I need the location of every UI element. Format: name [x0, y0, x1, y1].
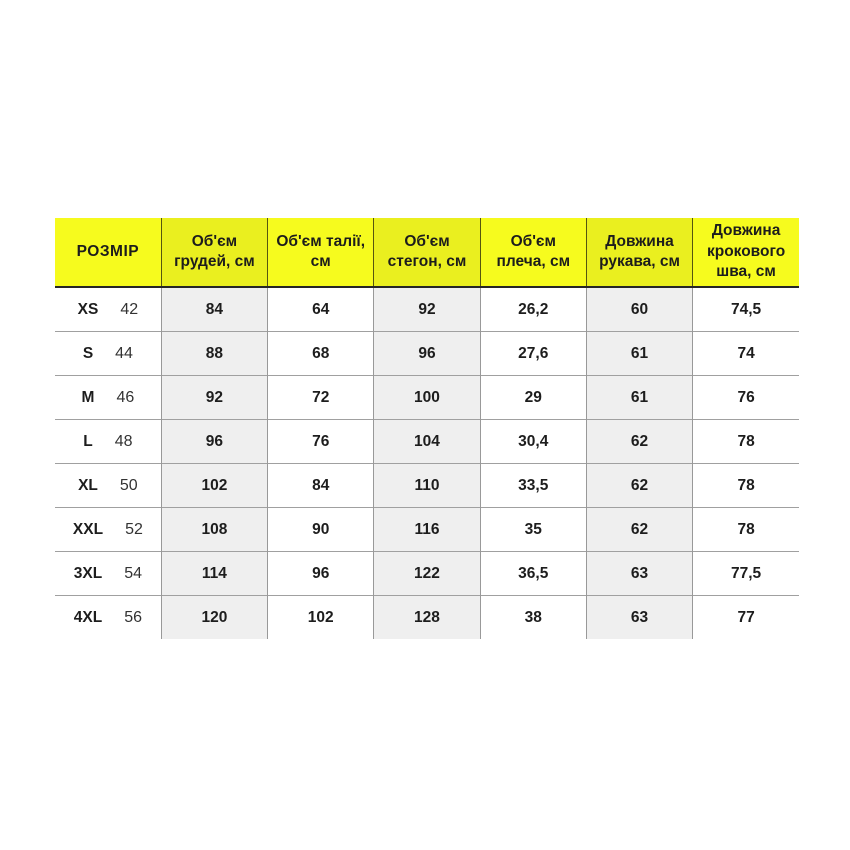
size-cell-inner	[78, 477, 138, 495]
value-cell: 122	[374, 552, 480, 596]
value-cell: 64	[268, 287, 374, 332]
size-cell	[55, 596, 161, 640]
value-cell: 120	[161, 596, 267, 640]
size-cell	[55, 464, 161, 508]
size-number: 44	[115, 344, 133, 362]
size-cell-inner	[74, 609, 142, 627]
value-cell: 36,5	[480, 552, 586, 596]
value-cell: 27,6	[480, 332, 586, 376]
value-cell: 38	[480, 596, 586, 640]
table-row	[55, 420, 799, 464]
size-code: XL	[78, 476, 98, 494]
value-cell: 90	[268, 508, 374, 552]
size-code: 4XL	[73, 608, 103, 626]
value-cell: 30,4	[480, 420, 586, 464]
value-cell: 68	[268, 332, 374, 376]
value-cell: 114	[161, 552, 267, 596]
value-cell: 29	[480, 376, 586, 420]
size-chart-header	[55, 218, 799, 287]
table-row	[55, 508, 799, 552]
table-row	[55, 552, 799, 596]
value-cell: 72	[268, 376, 374, 420]
value-cell: 35	[480, 508, 586, 552]
size-number: 50	[119, 476, 138, 494]
value-cell: 78	[693, 464, 799, 508]
value-cell: 88	[161, 332, 267, 376]
value-cell: 74,5	[693, 287, 799, 332]
value-cell: 62	[586, 420, 692, 464]
value-cell: 96	[161, 420, 267, 464]
value-cell: 92	[374, 287, 480, 332]
column-header: Довжина рукава, см	[586, 218, 692, 287]
size-chart-table	[55, 218, 799, 639]
size-cell-inner	[82, 389, 135, 407]
table-row	[55, 287, 799, 332]
value-cell: 84	[161, 287, 267, 332]
value-cell: 60	[586, 287, 692, 332]
value-cell: 61	[586, 332, 692, 376]
column-header: Об'єм грудей, см	[161, 218, 267, 287]
size-cell	[55, 332, 161, 376]
value-cell: 96	[268, 552, 374, 596]
column-header: Довжина крокового шва, см	[693, 218, 799, 287]
column-header: Об'єм стегон, см	[374, 218, 480, 287]
table-row	[55, 376, 799, 420]
size-cell	[55, 376, 161, 420]
size-number: 52	[125, 520, 143, 538]
table-row	[55, 332, 799, 376]
value-cell: 108	[161, 508, 267, 552]
size-code: 3XL	[73, 564, 103, 582]
value-cell: 102	[161, 464, 267, 508]
size-number: 48	[114, 432, 133, 450]
table-row	[55, 596, 799, 640]
size-code: M	[81, 388, 95, 406]
value-cell: 74	[693, 332, 799, 376]
value-cell: 76	[268, 420, 374, 464]
value-cell: 100	[374, 376, 480, 420]
value-cell: 77,5	[693, 552, 799, 596]
value-cell: 78	[693, 508, 799, 552]
size-code: XXL	[72, 520, 104, 538]
size-cell-inner	[73, 521, 143, 539]
size-code: XS	[77, 300, 99, 318]
value-cell: 63	[586, 596, 692, 640]
value-cell: 116	[374, 508, 480, 552]
size-number: 54	[124, 564, 142, 582]
size-cell	[55, 552, 161, 596]
value-cell: 104	[374, 420, 480, 464]
value-cell: 92	[161, 376, 267, 420]
column-header-size: РОЗМІР	[55, 218, 161, 287]
value-cell: 62	[586, 464, 692, 508]
size-cell	[55, 420, 161, 464]
column-header: Об'єм плеча, см	[480, 218, 586, 287]
size-cell-inner	[74, 565, 142, 583]
size-chart-body	[55, 287, 799, 639]
size-code: L	[83, 432, 93, 450]
column-header: Об'єм талії, см	[268, 218, 374, 287]
size-cell-inner	[78, 301, 138, 319]
size-cell	[55, 287, 161, 332]
size-number: 46	[116, 388, 135, 406]
header-row	[55, 218, 799, 287]
value-cell: 61	[586, 376, 692, 420]
value-cell: 62	[586, 508, 692, 552]
value-cell: 128	[374, 596, 480, 640]
size-number: 56	[124, 608, 142, 626]
value-cell: 77	[693, 596, 799, 640]
table-row	[55, 464, 799, 508]
value-cell: 96	[374, 332, 480, 376]
value-cell: 78	[693, 420, 799, 464]
size-number: 42	[120, 300, 139, 318]
value-cell: 76	[693, 376, 799, 420]
size-cell-inner	[83, 433, 132, 451]
size-code: S	[82, 344, 94, 362]
value-cell: 63	[586, 552, 692, 596]
value-cell: 84	[268, 464, 374, 508]
value-cell: 33,5	[480, 464, 586, 508]
value-cell: 110	[374, 464, 480, 508]
value-cell: 26,2	[480, 287, 586, 332]
size-cell-inner	[83, 345, 133, 363]
value-cell: 102	[268, 596, 374, 640]
size-cell	[55, 508, 161, 552]
